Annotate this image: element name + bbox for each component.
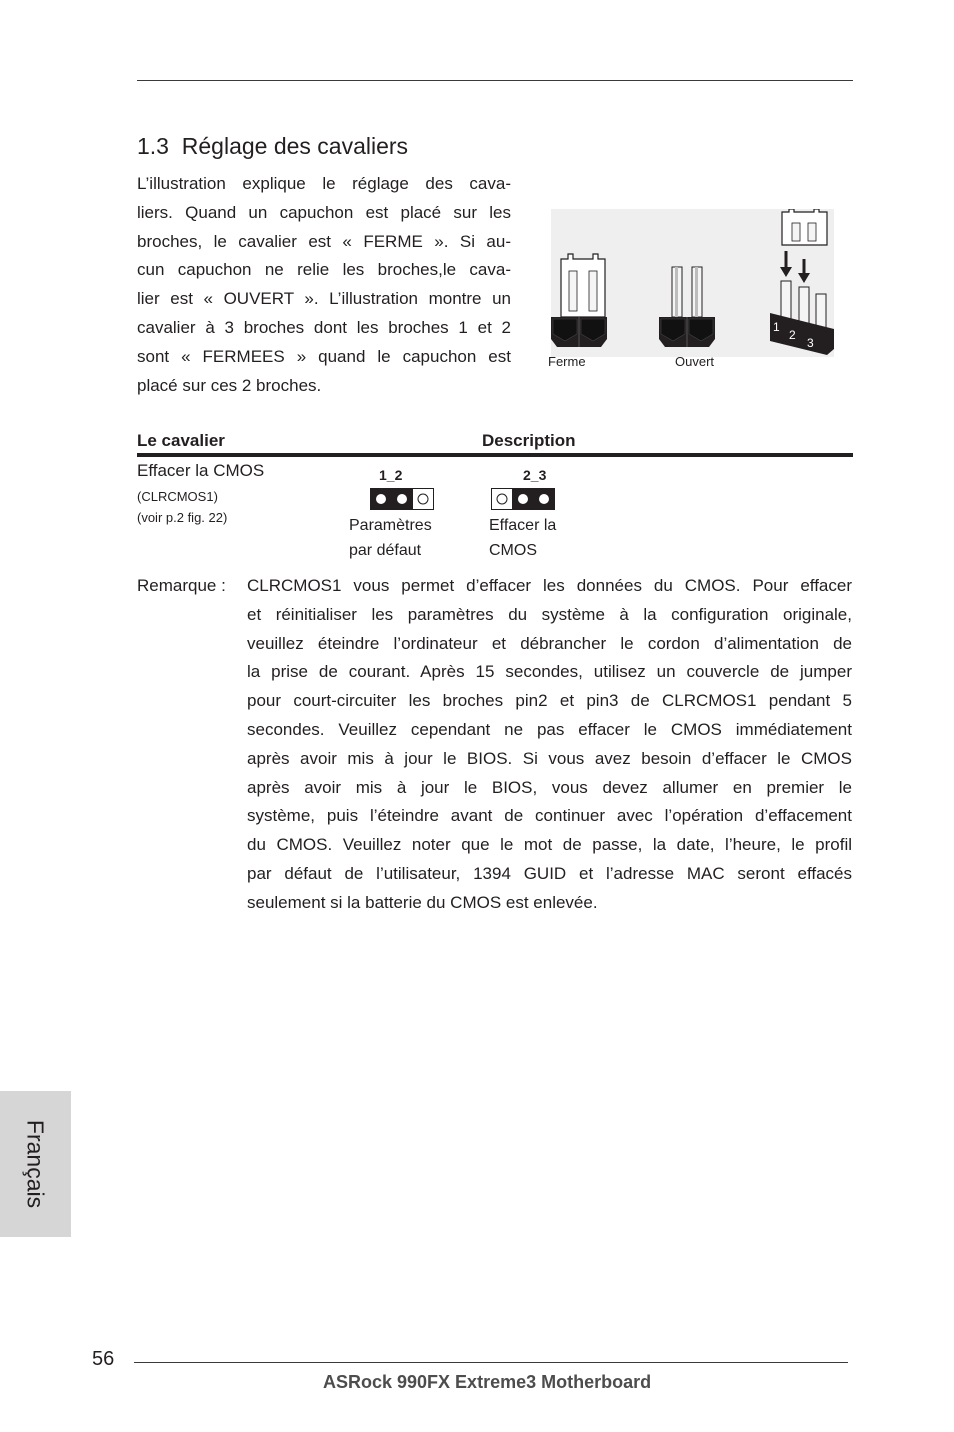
page-number: 56 [92,1348,115,1370]
three-pin-jumper [770,209,834,355]
remark-line: secondes. Veuillez cependant ne pas effacer le CMOS immédiatement [247,719,852,739]
setting1-label-line2: par défaut [349,542,422,559]
remark-line: du CMOS. Veuillez noter que le mot de passe, la date, l’heure, le profil [247,835,852,855]
table-header-description: Description [482,431,576,450]
setting1-label-line1: Paramètres [349,517,432,534]
intro-line: broches, le cavalier est « FERME ». Si au- [137,231,511,251]
footer-rule [134,1362,848,1363]
intro-line: L’illustration explique le réglage des cava- [137,174,511,193]
setting1-pins: 1_2 [379,467,403,483]
table-rule [137,453,853,457]
intro-paragraph [137,170,511,400]
caption-closed: Ferme [548,354,586,369]
remark-line: et réinitialiser les paramètres du système à la configuration originale, [247,604,852,624]
intro-line: cun capuchon ne relie les broches,le cava- [137,260,511,280]
section-number: 1.3 [137,133,169,159]
header-rule [137,80,853,81]
remark-line: la prise de courant. Après 15 secondes, utilisez un couvercle de jumper [247,662,852,682]
intro-line: sont « FERMEES » quand le capuchon est [137,346,511,366]
remark-line: après avoir mis à jour le BIOS, vous devez allumer en premier le [247,777,852,797]
section-heading: Réglage des cavaliers [181,133,409,159]
footer-title: ASRock 990FX Extreme3 Motherboard [323,1372,652,1392]
remark-text [247,572,852,918]
setting2-pin-header [491,488,557,512]
open-jumper [659,267,715,347]
remark-line: système, puis l’éteindre avant de continuer avec l’opération d’effacement [247,806,852,826]
setting2-pins: 2_3 [523,467,547,483]
jumper-id: (CLRCMOS1) [137,489,218,504]
remark-line: veuillez éteindre l’ordinateur et débrancher le cordon d’alimentation de [247,633,852,653]
closed-jumper [551,254,607,347]
jumper-diagram [551,209,834,357]
remark-label: Remarque : [137,576,226,595]
setting2-label-line2: CMOS [489,542,537,559]
remark-line: seulement si la batterie du CMOS est enlevée. [247,892,598,912]
caption-open: Ouvert [675,354,715,369]
language-tab [0,1091,71,1237]
section-title [137,133,408,160]
intro-line: placé sur ces 2 broches. [137,375,322,395]
remark-line: après avoir mis à jour le BIOS. Si vous avez besoin d’effacer le CMOS [247,748,852,768]
remark-line: pour court-circuiter les broches pin2 et pin3 de CLRCMOS1 pendant 5 [247,691,852,711]
jumper-name: Effacer la CMOS [137,461,265,480]
remark-line: par défaut de l’utilisateur, 1394 GUID et l’adresse MAC seront effacés [247,863,852,883]
pin-number-2: 2 [789,328,796,342]
jumper-illustration [551,209,834,357]
pin-number-3: 3 [807,336,814,350]
setting1-pin-header [370,488,436,512]
table-header-jumper: Le cavalier [137,431,225,450]
language-tab-label: Français [22,1119,49,1209]
remark-line: CLRCMOS1 vous permet d’effacer les données du CMOS. Pour effacer [247,576,852,595]
pin-number-1: 1 [773,320,780,334]
intro-line: liers. Quand un capuchon est placé sur les [137,202,511,222]
intro-line: lier est « OUVERT ». L’illustration montre un [137,289,511,309]
setting2-label-line1: Effacer la [489,517,557,534]
intro-line: cavalier à 3 broches dont les broches 1 et 2 [137,317,511,337]
jumper-reference: (voir p.2 fig. 22) [137,510,228,525]
